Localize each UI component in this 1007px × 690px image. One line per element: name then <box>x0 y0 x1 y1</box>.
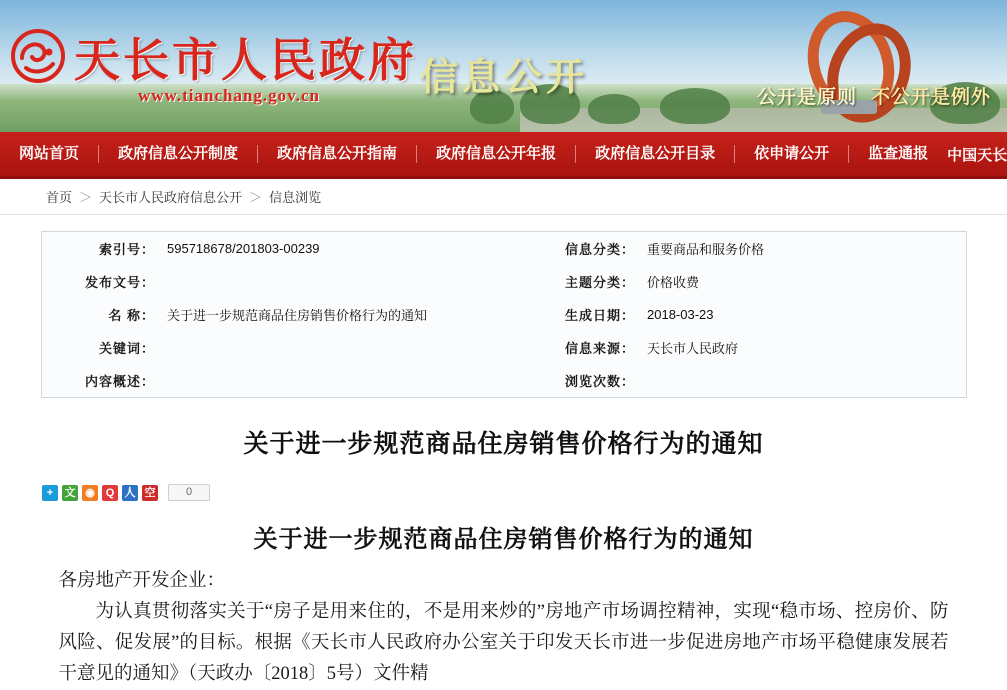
breadcrumb-item-current: 信息浏览 <box>269 190 322 205</box>
article-body <box>59 566 949 690</box>
nav-item-disclosure-guide[interactable]: 政府信息公开指南 <box>258 145 417 163</box>
nav-item-home[interactable]: 网站首页 <box>0 145 99 163</box>
meta-value-info-category: 重要商品和服务价格 <box>647 242 765 257</box>
qzone-icon[interactable]: 空 <box>142 485 158 501</box>
share-bar[interactable] <box>40 484 967 501</box>
table-row <box>41 298 966 331</box>
banner-slogan <box>757 82 991 109</box>
site-url: www.tianchang.gov.cn <box>138 86 320 105</box>
nav-item-disclosure-catalog[interactable]: 政府信息公开目录 <box>576 145 735 163</box>
meta-label-created-date: 生成日期： <box>564 308 635 323</box>
nav-item-disclosure-system[interactable]: 政府信息公开制度 <box>99 145 258 163</box>
meta-label-topic-category: 主题分类： <box>564 275 635 290</box>
sina-weibo-icon[interactable]: ◉ <box>82 485 98 501</box>
document-metadata-table <box>41 231 967 398</box>
wechat-icon[interactable]: 文 <box>62 485 78 501</box>
meta-label-summary: 内容概述： <box>84 374 155 389</box>
meta-value-topic-category: 价格收费 <box>647 275 700 290</box>
government-seal-icon <box>10 28 66 84</box>
meta-value-created-date: 2018-03-23 <box>647 307 714 322</box>
meta-value-source: 天长市人民政府 <box>647 341 739 356</box>
breadcrumb <box>0 179 1007 215</box>
meta-value-index: 595718678/201803-00239 <box>167 241 320 256</box>
slogan-right: 不公开是例外 <box>870 87 991 108</box>
slogan-left: 公开是原则 <box>756 87 857 108</box>
meta-label-name: 名 称： <box>108 308 155 323</box>
meta-label-keywords: 关键词： <box>98 341 155 356</box>
meta-value-keywords <box>161 331 501 364</box>
breadcrumb-separator: ＞ <box>249 190 263 205</box>
share-plus-icon[interactable]: + <box>42 485 58 501</box>
site-title: 天长市人民政府 <box>74 35 417 86</box>
article-paragraph: 各房地产开发企业： <box>58 571 226 591</box>
main-navigation[interactable] <box>0 132 1007 176</box>
site-banner <box>0 0 1007 132</box>
table-row <box>41 265 966 298</box>
nav-item-disclosure-annual-report[interactable]: 政府信息公开年报 <box>417 145 576 163</box>
meta-label-index: 索引号： <box>98 242 155 257</box>
share-count: 0 <box>168 484 210 501</box>
meta-value-doc-number <box>161 265 501 298</box>
breadcrumb-item-home[interactable]: 首页 <box>46 190 73 205</box>
nav-item-china-tianchang[interactable]: 中国天长 <box>947 146 1007 164</box>
meta-label-info-category: 信息分类： <box>564 242 635 257</box>
content-wrapper <box>0 215 1007 690</box>
nav-item-on-request-disclosure[interactable]: 依申请公开 <box>735 145 849 163</box>
table-row <box>41 364 966 398</box>
page-title: 关于进一步规范商品住房销售价格行为的通知 <box>243 431 764 458</box>
meta-label-source: 信息来源： <box>564 341 635 356</box>
meta-label-view-count: 浏览次数： <box>564 374 635 389</box>
banner-tree <box>588 94 640 124</box>
table-row <box>41 232 966 266</box>
meta-value-view-count <box>641 364 966 398</box>
article-body-title: 关于进一步规范商品住房销售价格行为的通知 <box>253 527 754 553</box>
site-subtitle: 信息公开 <box>420 57 589 99</box>
meta-value-name: 关于进一步规范商品住房销售价格行为的通知 <box>167 308 428 323</box>
banner-tree <box>660 88 730 124</box>
breadcrumb-separator: ＞ <box>79 190 93 205</box>
breadcrumb-item-disclosure[interactable]: 天长市人民政府信息公开 <box>99 190 243 205</box>
renren-icon[interactable]: 人 <box>122 485 138 501</box>
meta-label-doc-number: 发布文号： <box>84 275 155 290</box>
article-paragraph: 为认真贯彻落实关于“房子是用来住的，不是用来炒的”房地产市场调控精神，实现“稳市场、控房价、防风险、促发展”的目标。根据《天长市人民政府办公室关于印发天长市进一步促进房地产市场平稳健康发展若干意见的通知》（天政办〔2018〕5号）文件精 <box>58 602 949 684</box>
table-row <box>41 331 966 364</box>
qq-icon[interactable]: Q <box>102 485 118 501</box>
meta-value-summary <box>161 364 501 398</box>
nav-item-supervision-bulletin[interactable]: 监查通报 <box>868 145 929 162</box>
